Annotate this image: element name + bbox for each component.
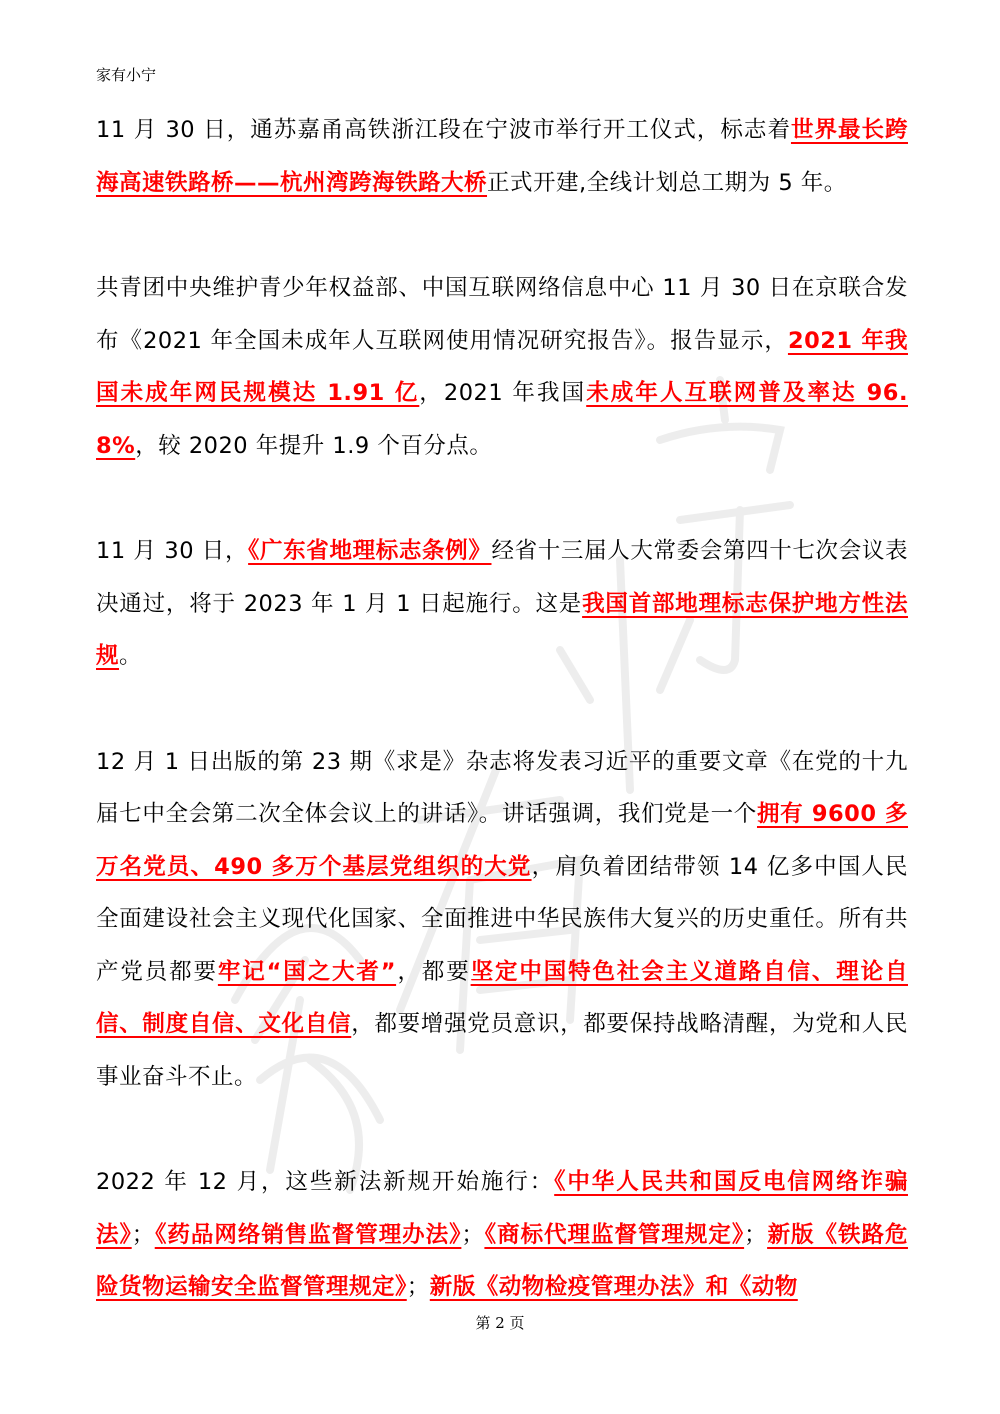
paragraph [96, 1156, 908, 1314]
highlighted-text: 我国首部地理标志保护地方性法规 [96, 590, 908, 669]
body-text: ，都要 [396, 958, 471, 985]
page-number: 第 2 页 [475, 1314, 525, 1332]
paragraph [96, 104, 908, 209]
body-text: 共青团中央维护青少年权益部、中国互联网络信息中心 11 月 30 日在京联合发布《2021 年全国未成年人互联网使用情况研究报告》。报告显示， [96, 275, 908, 354]
highlighted-text: 拥有 9600 多万名党员、490 多万个基层党组织的大党 [96, 801, 908, 880]
highlighted-text: 《商标代理监督管理规定》 [484, 1221, 745, 1248]
body-text: ，都要增强党员意识，都要保持战略清醒，为党和人民事业奋斗不止。 [96, 1011, 908, 1090]
highlighted-text: 《广东省地理标志条例》 [248, 538, 492, 564]
body-text: 11 月 30 日， [96, 538, 249, 564]
highlighted-text: 坚定中国特色社会主义道路自信、理论自信、制度自信、文化自信 [96, 958, 908, 1037]
highlighted-text: 新版《动物检疫管理办法》和《动物 [429, 1274, 798, 1300]
body-text: ； [406, 1274, 430, 1300]
highlighted-text: 未成年人互联网普及率达 96.8% [96, 380, 908, 459]
paragraph [96, 262, 908, 472]
highlighted-text: 牢记“国之大者” [217, 958, 397, 985]
highlighted-text: 2021 年我国未成年网民规模达 1.91 亿 [96, 327, 908, 406]
paragraph [96, 736, 908, 1104]
body-text: 12 月 1 日出版的第 23 期《求是》杂志将发表习近平的重要文章《在党的十九届七中全会第二次全体会议上的讲话》。讲话强调，我们党是一个 [96, 748, 908, 827]
body-text: ； [131, 1221, 155, 1248]
body-text: 11 月 30 日，通苏嘉甬高铁浙江段在宁波市举行开工仪式，标志着 [96, 117, 791, 143]
body-text: 。 [119, 643, 143, 669]
body-text: 2022 年 12 月，这些新法新规开始施行： [96, 1169, 555, 1195]
body-text: 正式开建,全线计划总工期为 5 年。 [487, 169, 847, 196]
header-author: 家有小宁 [96, 66, 157, 84]
body-text: ； [461, 1221, 485, 1248]
highlighted-text: 新版《铁路危险货物运输安全监督管理规定》 [96, 1221, 908, 1300]
highlighted-text: 《药品网络销售监督管理办法》 [154, 1221, 462, 1248]
body-text: ； [744, 1221, 768, 1248]
body-text: 经省十三届人大常委会第四十七次会议表决通过，将于 2023 年 1 月 1 日起施行。这是 [96, 538, 908, 617]
document-body [96, 104, 908, 1314]
body-text: ，较 2020 年提升 1.9 个百分点。 [135, 432, 493, 459]
body-text: ，肩负着团结带领 14 亿多中国人民全面建设社会主义现代化国家、全面推进中华民族伟大复兴的历史重任。所有共产党员都要 [96, 853, 908, 985]
highlighted-text: 世界最长跨海高速铁路桥——杭州湾跨海铁路大桥 [96, 117, 908, 196]
body-text: ，2021 年我国 [419, 380, 587, 406]
highlighted-text: 《中华人民共和国反电信网络诈骗法》 [96, 1169, 908, 1248]
paragraph [96, 525, 908, 683]
